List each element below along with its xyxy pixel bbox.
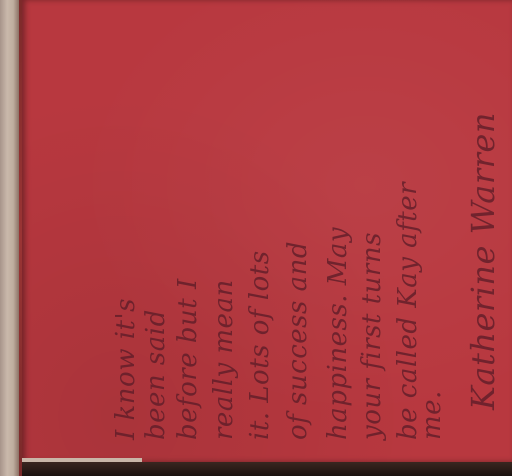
inscription-line: me. (417, 390, 447, 440)
inscription-line: it. Lots of lots (245, 250, 275, 440)
signature: Katherine Warren (464, 112, 502, 410)
book-spine-edge (0, 0, 24, 476)
inscription-line: your first turns (357, 232, 387, 440)
inscription-line: really mean (209, 279, 239, 440)
red-cover-page (22, 0, 512, 462)
inscription-line: before but I (173, 278, 203, 440)
inscription-line: of success and (283, 241, 313, 440)
inscription-line: I know it's (111, 298, 141, 440)
inscription-line: be called Kay after (393, 181, 423, 440)
inscription-line: been said (141, 309, 171, 440)
inscription-line: happiness. May (323, 226, 353, 440)
bottom-shadow (22, 462, 512, 476)
